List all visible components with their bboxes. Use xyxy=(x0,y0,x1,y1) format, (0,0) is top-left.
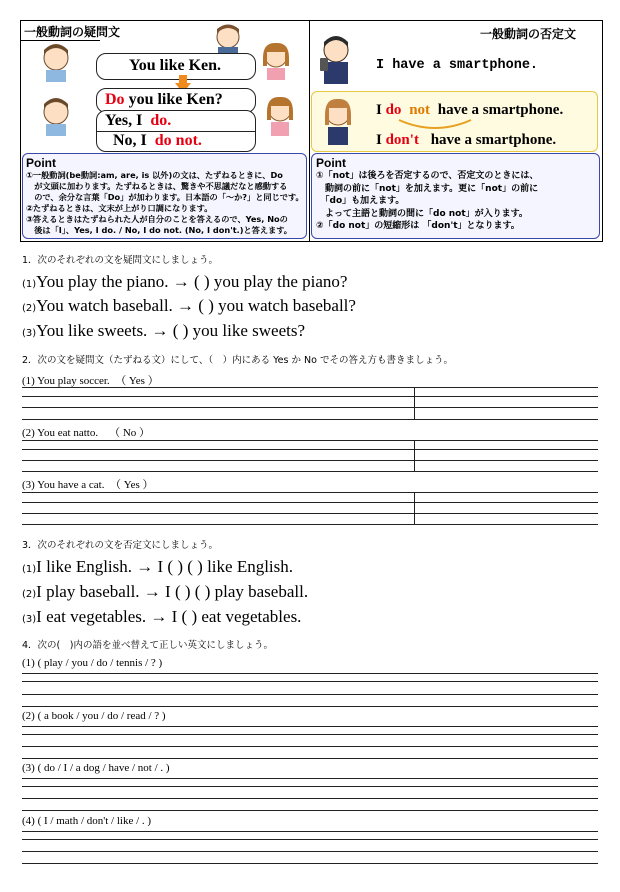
section1-item: (3)You like sweets. → ( ) you like sweets? xyxy=(22,321,305,340)
section4-item-label: (4) ( I / math / don't / like / . ) xyxy=(22,815,152,827)
statement-text: You like Ken. xyxy=(129,57,222,74)
right-point-line: ②「do not」の短縮形は 「don't」となります。 xyxy=(316,221,520,231)
right-point-line: ①「not」は後ろを否定するので、否定文のときには、 xyxy=(316,171,539,181)
section1-item: (1)You play the piano. → ( ) you play the piano? xyxy=(22,272,348,291)
affirmative-sentence: I have a smartphone. xyxy=(376,58,539,73)
man-avatar xyxy=(210,23,246,57)
panel-divider xyxy=(309,20,310,242)
right-panel-title: 一般動詞の否定文 xyxy=(480,27,577,41)
section3-heading: 3．次のそれぞれの文を否定文にしましょう。 xyxy=(22,540,219,551)
girl-avatar xyxy=(258,40,294,80)
answer-line xyxy=(22,440,598,441)
answer-line xyxy=(22,513,598,514)
question-rest: you like Ken? xyxy=(124,91,223,108)
answer-yes-b: do. xyxy=(150,112,172,129)
answer-divider xyxy=(414,492,415,524)
answer-line xyxy=(22,471,598,472)
boy-avatar xyxy=(38,42,74,82)
answer-line xyxy=(22,460,598,461)
answer-line xyxy=(22,407,598,408)
right-point-title: Point xyxy=(316,156,346,170)
left-point-line: が文頭に加わります。たずねるときは、驚きや不思議だなと感動する xyxy=(26,181,288,191)
left-point-line: 後は「I」、Yes, I do. / No, I do not. (No, I don't.)と答えます。 xyxy=(26,225,292,235)
section1-item: (2)You watch baseball. → ( ) you watch baseball? xyxy=(22,296,356,315)
question-do: Do xyxy=(105,91,125,108)
right-point-line: 「do」も加えます。 xyxy=(316,196,405,206)
left-point-title: Point xyxy=(26,156,56,170)
dont-word: don't xyxy=(385,132,419,148)
student-phone-avatar xyxy=(316,34,356,86)
left-point-box xyxy=(22,153,307,239)
section1-heading: 1．次のそれぞれの文を疑問文にしましょう。 xyxy=(22,255,219,266)
title-underline xyxy=(20,40,100,41)
left-point-line: ③答えるときはたずねられた人が自分のことを答えるので、Yes, Noの xyxy=(26,214,288,224)
answer-divider xyxy=(414,440,415,471)
answer-line xyxy=(22,502,598,503)
left-point-line: ので、余分な言葉「Do」が加わります。日本語の「〜か?」と同じです。 xyxy=(26,192,304,202)
negative-sentence-1: I do not have a smartphone. xyxy=(376,102,564,118)
section4-item-label: (1) ( play / you / do / tennis / ? ) xyxy=(22,657,163,669)
answer-line xyxy=(22,449,598,450)
answer-line xyxy=(22,387,598,388)
inserted-not: not xyxy=(409,102,431,118)
answer-line xyxy=(22,524,598,525)
section3-item: (3)I eat vegetables. → I ( ) eat vegetables. xyxy=(22,607,302,626)
answer-line xyxy=(22,419,598,420)
section2-heading: 2．次の文を疑問文（たずねる文）にして、（ ）内にある Yes か No でその答え方も書きましょう。 xyxy=(22,355,453,366)
section2-item-label: (3) You have a cat. （ Yes ） xyxy=(22,479,154,491)
answer-no-b: do not. xyxy=(154,132,202,149)
right-point-line: よって主語と動詞の間に「do not」が入ります。 xyxy=(316,208,528,219)
left-point-line: ②たずねるときは、文末が上がり口調になります。 xyxy=(26,203,213,213)
answer-no-a: No, I xyxy=(113,132,147,149)
right-point-box xyxy=(311,153,600,239)
answer-line xyxy=(22,492,598,493)
right-point-line: 動詞の前に「not」を加えます。更に「not」の前に xyxy=(316,183,539,194)
left-panel-title: 一般動詞の疑問文 xyxy=(24,25,121,39)
left-point-line: ①一般動詞(be動詞:am, are, is 以外)の文は、たずねるときに、Do xyxy=(26,170,283,180)
inserted-do: do xyxy=(385,102,402,118)
negative-sentence-2: I don't have a smartphone. xyxy=(376,132,557,148)
girl-avatar-2 xyxy=(262,94,298,138)
section3-item: (2)I play baseball. → I ( ) ( ) play baseball. xyxy=(22,582,309,601)
answer-divider xyxy=(414,387,415,419)
answer-line xyxy=(22,396,598,397)
section4-item-label: (2) ( a book / you / do / read / ? ) xyxy=(22,710,166,722)
girl-student-avatar xyxy=(318,95,358,147)
section3-item: (1)I like English. → I ( ) ( ) like English. xyxy=(22,557,294,576)
answer-bubble xyxy=(96,110,256,152)
section4-item-label: (3) ( do / I / a dog / have / not / . ) xyxy=(22,762,170,774)
boy-avatar-2 xyxy=(38,96,74,136)
answer-yes-a: Yes, I xyxy=(105,112,143,129)
section4-heading: 4．次の( )内の語を並べ替えて正しい英文にしましょう。 xyxy=(22,640,273,651)
section2-item-label: (2) You eat natto. （ No ） xyxy=(22,427,151,439)
section2-item-label: (1) You play soccer. （ Yes ） xyxy=(22,375,159,387)
